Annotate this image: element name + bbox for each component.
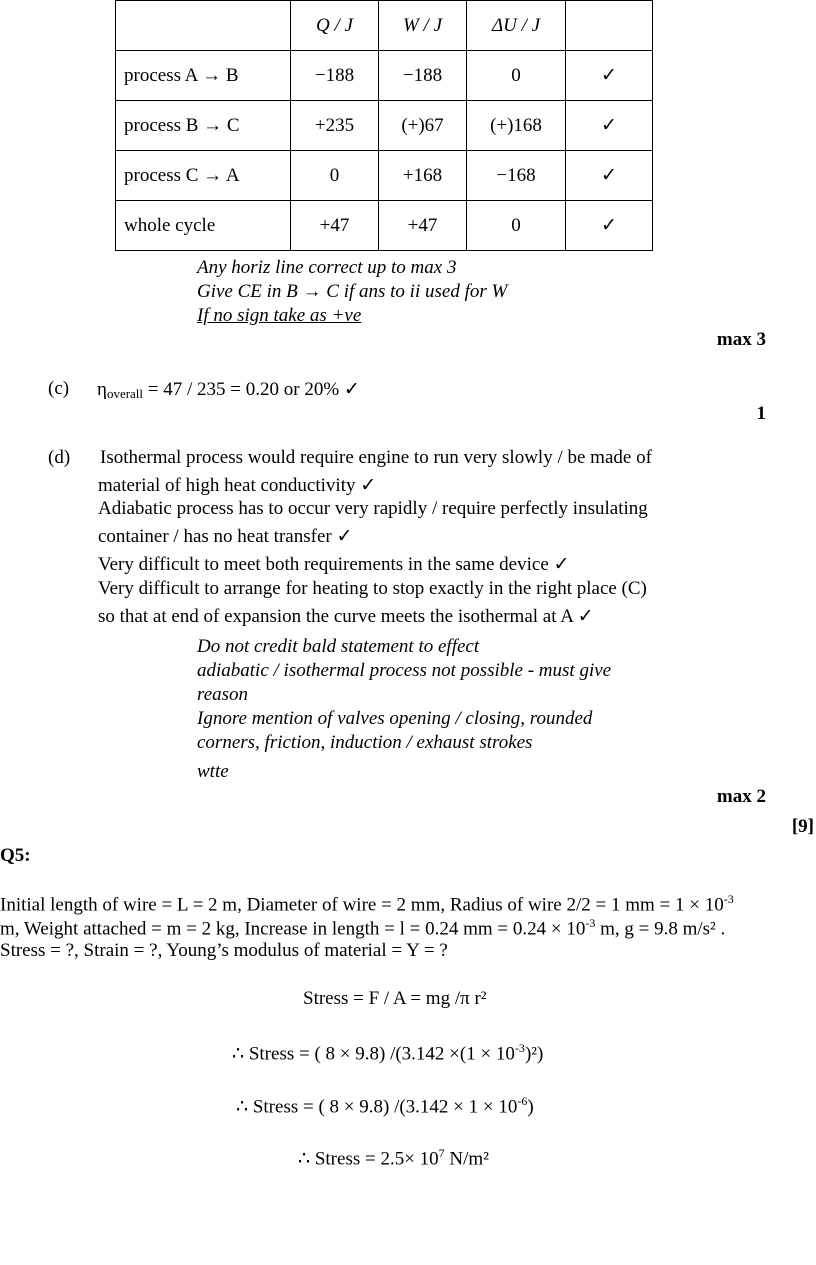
part-label-d: (d) bbox=[48, 447, 71, 468]
table-header-cell bbox=[566, 1, 653, 51]
efficiency-line bbox=[97, 378, 360, 402]
given-line bbox=[0, 892, 734, 916]
mark-allocation: 1 bbox=[756, 403, 766, 424]
tick-mark: ✓ bbox=[566, 101, 653, 151]
table-header-cell bbox=[116, 1, 291, 51]
q-value: 0 bbox=[291, 151, 379, 201]
equation-line: Stress = F / A = mg /π r² bbox=[303, 988, 487, 1009]
du-value: −168 bbox=[467, 151, 566, 201]
table-row bbox=[116, 151, 653, 201]
guidance-note: wtte bbox=[197, 761, 229, 782]
given-text: Initial length of wire = L = 2 m, Diameter of wire = 2 mm, Radius of wire 2/2 = 1 mm = 1 × 10 bbox=[0, 894, 724, 916]
table-row bbox=[116, 201, 653, 251]
table-note: Any horiz line correct up to max 3 bbox=[197, 257, 457, 278]
w-value: +47 bbox=[379, 201, 467, 251]
table-header-w: W / J bbox=[379, 1, 467, 51]
total-marks: [9] bbox=[791, 816, 814, 837]
equation-line bbox=[232, 1041, 543, 1065]
question-heading: Q5: bbox=[0, 845, 31, 866]
table-header-du: ΔU / J bbox=[467, 1, 566, 51]
process-label: whole cycle bbox=[116, 201, 291, 251]
given-line: Stress = ?, Strain = ?, Young’s modulus of material = Y = ? bbox=[0, 940, 448, 961]
efficiency-text: = 47 / 235 = 0.20 or 20% ✓ bbox=[143, 379, 360, 400]
guidance-note: adiabatic / isothermal process not possible - must give bbox=[197, 660, 612, 681]
equation-text: N/m² bbox=[444, 1148, 489, 1170]
guidance-note: reason bbox=[197, 684, 249, 705]
q-value: +47 bbox=[291, 201, 379, 251]
process-label: process A → B bbox=[116, 51, 291, 101]
mark-allocation: max 3 bbox=[716, 329, 766, 350]
answer-line: Very difficult to arrange for heating to stop exactly in the right place (C) bbox=[98, 578, 647, 599]
answer-line: container / has no heat transfer ✓ bbox=[98, 526, 353, 547]
eta-subscript: overall bbox=[106, 386, 144, 401]
equation-line bbox=[236, 1094, 534, 1118]
q-value: −188 bbox=[291, 51, 379, 101]
w-value: +168 bbox=[379, 151, 467, 201]
marking-table bbox=[115, 0, 653, 251]
process-label: process B → C bbox=[116, 101, 291, 151]
equation-text: ) bbox=[527, 1096, 534, 1118]
equation-text: )²) bbox=[524, 1043, 544, 1065]
tick-mark: ✓ bbox=[566, 201, 653, 251]
exponent: -3 bbox=[514, 1041, 525, 1055]
q-value: +235 bbox=[291, 101, 379, 151]
guidance-note: corners, friction, induction / exhaust strokes bbox=[197, 732, 533, 753]
tick-mark: ✓ bbox=[566, 51, 653, 101]
equation-text: ∴ Stress = 2.5× 10 bbox=[298, 1148, 439, 1170]
w-value: −188 bbox=[379, 51, 467, 101]
given-line bbox=[0, 916, 725, 940]
table-header-row bbox=[116, 1, 653, 51]
table-header-q: Q / J bbox=[291, 1, 379, 51]
answer-line: so that at end of expansion the curve meets the isothermal at A ✓ bbox=[98, 606, 594, 627]
guidance-note: Ignore mention of valves opening / closing, rounded bbox=[197, 708, 593, 729]
w-value: (+)67 bbox=[379, 101, 467, 151]
table-note: Give CE in B → C if ans to ii used for W bbox=[197, 281, 508, 302]
du-value: 0 bbox=[467, 51, 566, 101]
given-text: m, Weight attached = m = 2 kg, Increase in length = l = 0.24 mm = 0.24 × 10 bbox=[0, 918, 586, 940]
du-value: (+)168 bbox=[467, 101, 566, 151]
equation-line bbox=[298, 1146, 489, 1170]
exponent: 7 bbox=[438, 1146, 445, 1160]
answer-line: material of high heat conductivity ✓ bbox=[98, 475, 377, 496]
answer-line: Isothermal process would require engine to run very slowly / be made of bbox=[100, 447, 652, 468]
answer-line: Adiabatic process has to occur very rapidly / require perfectly insulating bbox=[98, 498, 648, 519]
exponent: -3 bbox=[723, 892, 734, 906]
exponent: -6 bbox=[517, 1094, 528, 1108]
exponent: -3 bbox=[585, 916, 596, 930]
mark-allocation: max 2 bbox=[716, 786, 766, 807]
table-row bbox=[116, 51, 653, 101]
du-value: 0 bbox=[467, 201, 566, 251]
part-label-c: (c) bbox=[48, 378, 70, 399]
given-text: m, g = 9.8 m/s² . bbox=[595, 918, 726, 940]
tick-mark: ✓ bbox=[566, 151, 653, 201]
equation-text: ∴ Stress = ( 8 × 9.8) /(3.142 ×(1 × 10 bbox=[232, 1043, 515, 1065]
guidance-note: Do not credit bald statement to effect bbox=[197, 636, 480, 657]
process-label: process C → A bbox=[116, 151, 291, 201]
table-row bbox=[116, 101, 653, 151]
answer-line: Very difficult to meet both requirements in the same device ✓ bbox=[98, 554, 570, 575]
table-note: If no sign take as +ve bbox=[197, 305, 362, 326]
eta-symbol: η bbox=[97, 379, 107, 400]
equation-text: ∴ Stress = ( 8 × 9.8) /(3.142 × 1 × 10 bbox=[236, 1096, 518, 1118]
